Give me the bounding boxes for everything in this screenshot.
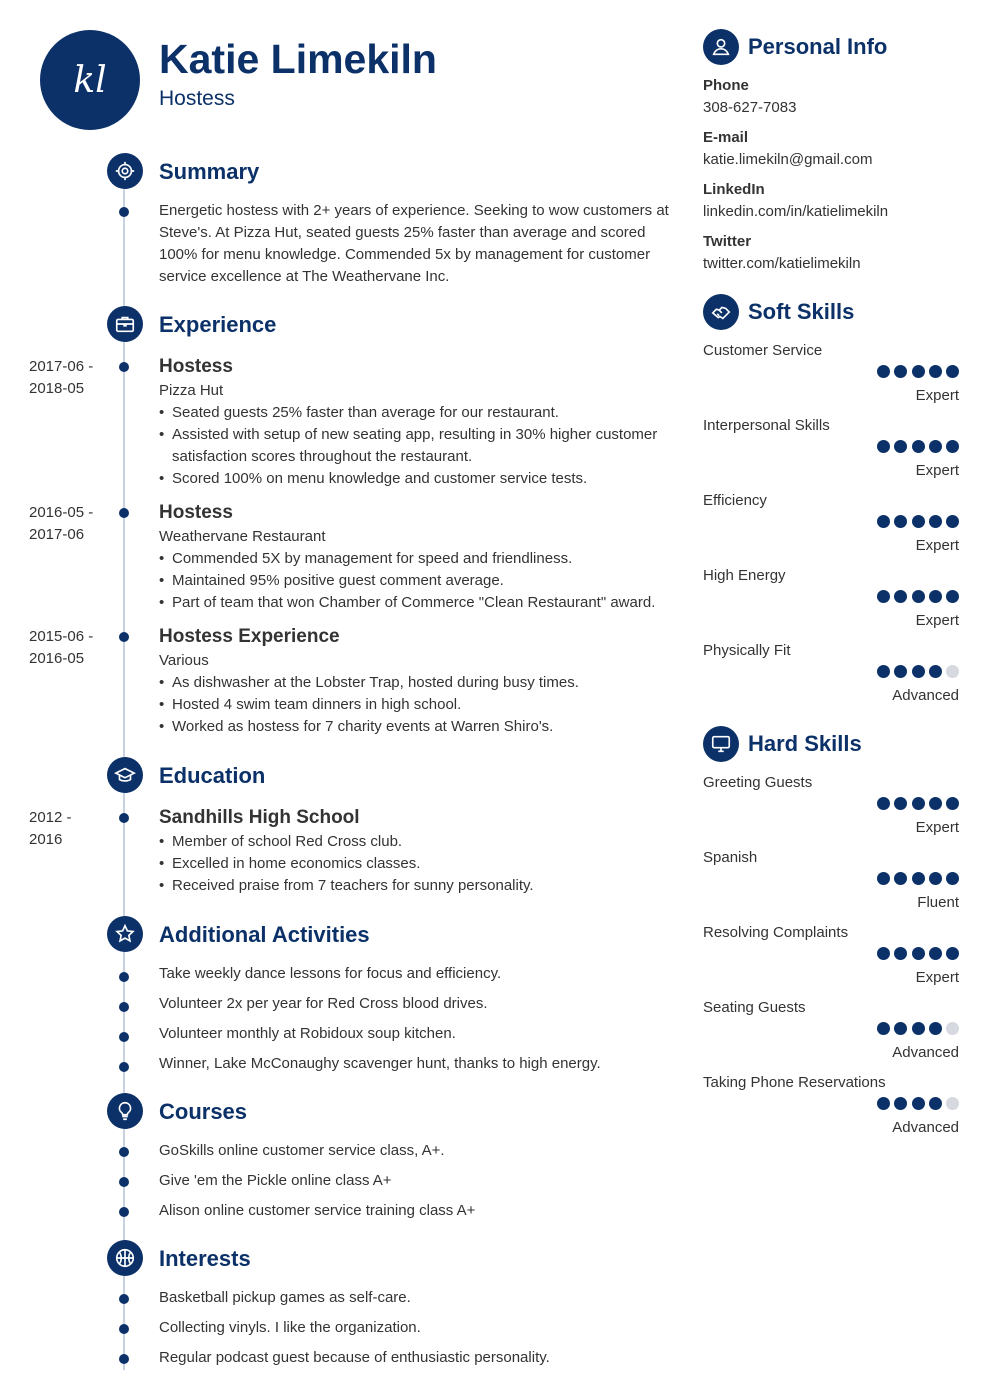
rating-dot-filled (946, 365, 959, 378)
rating-dot-filled (877, 440, 890, 453)
activities-heading: Additional Activities (159, 922, 370, 947)
timeline-dot (119, 1147, 129, 1157)
interest-item: Collecting vinyls. I like the organization. (159, 1319, 421, 1336)
personal-info-heading: Personal Info (748, 34, 888, 59)
activity-item: Volunteer monthly at Robidoux soup kitchen. (159, 1025, 456, 1042)
bullet-item: • Received praise from 7 teachers for sunny personality. (159, 875, 679, 897)
skill-rating (877, 1097, 959, 1111)
skill-rating (877, 590, 959, 604)
activity-item: Volunteer 2x per year for Red Cross blood drives. (159, 995, 488, 1012)
skill-name: Greeting Guests (703, 774, 813, 791)
rating-dot-filled (894, 665, 907, 678)
interests-heading: Interests (159, 1246, 251, 1271)
activity-item: Take weekly dance lessons for focus and efficiency. (159, 965, 502, 982)
handshake-icon (703, 294, 739, 330)
summary-heading: Summary (159, 159, 260, 184)
skill-level: Advanced (892, 1044, 959, 1061)
monogram-avatar (40, 30, 140, 130)
rating-dot-filled (877, 797, 890, 810)
phone-value: 308-627-7083 (703, 99, 797, 116)
rating-dot-filled (946, 947, 959, 960)
course-item: Alison online customer service training class A+ (159, 1202, 476, 1219)
timeline-dot (119, 972, 129, 982)
rating-dot-empty (946, 1022, 959, 1035)
rating-dot-filled (877, 365, 890, 378)
rating-dot-filled (929, 440, 942, 453)
hard-skills-heading: Hard Skills (748, 731, 862, 756)
course-item: Give 'em the Pickle online class A+ (159, 1172, 392, 1189)
job-entry (159, 625, 679, 738)
skill-rating (877, 515, 959, 529)
info-label-twitter: Twitter (703, 233, 752, 250)
skill-level: Advanced (892, 687, 959, 704)
rating-dot-filled (912, 1022, 925, 1035)
rating-dot-filled (894, 590, 907, 603)
rating-dot-filled (894, 797, 907, 810)
skill-level: Expert (915, 537, 959, 554)
skill-name: Spanish (703, 849, 758, 866)
linkedin-value: linkedin.com/in/katielimekiln (703, 203, 889, 220)
date-start: 2012 - (29, 809, 72, 826)
date-start: 2015-06 - (29, 628, 94, 645)
rating-dot-filled (894, 365, 907, 378)
course-item: GoSkills online customer service class, A+. (159, 1142, 445, 1159)
info-label-phone: Phone (703, 77, 749, 94)
rating-dot-filled (929, 947, 942, 960)
rating-dot-filled (894, 440, 907, 453)
rating-dot-filled (912, 515, 925, 528)
rating-dot-filled (929, 515, 942, 528)
bullet-item: • Excelled in home economics classes. (159, 853, 679, 875)
education-heading: Education (159, 763, 266, 788)
job-role: Hostess (159, 502, 233, 523)
job-org: Weathervane Restaurant (159, 528, 326, 545)
skill-name: Physically Fit (703, 642, 791, 659)
rating-dot-filled (929, 797, 942, 810)
skill-name: Interpersonal Skills (703, 417, 830, 434)
rating-dot-filled (912, 947, 925, 960)
skill-level: Expert (915, 462, 959, 479)
timeline-dot (119, 1177, 129, 1187)
skill-rating (877, 797, 959, 811)
rating-dot-filled (894, 1022, 907, 1035)
skill-rating (877, 440, 959, 454)
skill-name: High Energy (703, 567, 786, 584)
rating-dot-filled (929, 872, 942, 885)
rating-dot-filled (877, 590, 890, 603)
courses-heading: Courses (159, 1099, 248, 1124)
rating-dot-filled (946, 797, 959, 810)
skill-rating (877, 872, 959, 886)
timeline-dot (119, 1002, 129, 1012)
rating-dot-filled (912, 665, 925, 678)
rating-dot-filled (877, 1022, 890, 1035)
candidate-title: Hostess (159, 87, 235, 110)
rating-dot-filled (877, 1097, 890, 1110)
skill-rating (877, 947, 959, 961)
date-start: 2016-05 - (29, 504, 94, 521)
monogram-initials: kl (73, 59, 107, 101)
user-icon (703, 29, 739, 65)
interest-item: Regular podcast guest because of enthusiastic personality. (159, 1349, 550, 1366)
rating-dot-filled (894, 872, 907, 885)
bullet-item: • Assisted with setup of new seating app, resulting in 30% higher customer satisfaction scores throughout the restaurant. (159, 424, 679, 468)
candidate-name: Katie Limekiln (159, 36, 437, 82)
skill-level: Expert (915, 612, 959, 629)
info-label-email: E-mail (703, 129, 749, 146)
bullet-item: • Commended 5X by management for speed and friendliness. (159, 548, 679, 570)
timeline-dot (119, 1324, 129, 1334)
job-bullets (159, 402, 679, 490)
job-dates (29, 356, 109, 400)
timeline-dot (119, 1294, 129, 1304)
bullet-item: • Member of school Red Cross club. (159, 831, 679, 853)
skill-rating (877, 365, 959, 379)
skill-rating (877, 1022, 959, 1036)
rating-dot-empty (946, 1097, 959, 1110)
target-icon (107, 153, 143, 189)
email-value: katie.limekiln@gmail.com (703, 151, 873, 168)
bullet-item: • Worked as hostess for 7 charity events at Warren Shiro's. (159, 716, 679, 738)
skill-level: Advanced (892, 1119, 959, 1136)
date-end: 2018-05 (29, 380, 85, 397)
date-end: 2017-06 (29, 526, 85, 543)
experience-heading: Experience (159, 312, 277, 337)
date-end: 2016-05 (29, 650, 85, 667)
skill-level: Expert (915, 387, 959, 404)
rating-dot-filled (877, 872, 890, 885)
rating-dot-empty (946, 665, 959, 678)
timeline-dot (119, 632, 129, 642)
bullet-item: • Scored 100% on menu knowledge and customer service tests. (159, 468, 679, 490)
rating-dot-filled (894, 1097, 907, 1110)
bullet-item: • Seated guests 25% faster than average for our restaurant. (159, 402, 679, 424)
bullet-item: • Part of team that won Chamber of Commerce "Clean Restaurant" award. (159, 592, 679, 614)
rating-dot-filled (912, 1097, 925, 1110)
rating-dot-filled (929, 365, 942, 378)
education-bullets (159, 831, 679, 897)
skill-name: Resolving Complaints (703, 924, 849, 941)
job-org: Pizza Hut (159, 382, 224, 399)
job-bullets (159, 672, 679, 738)
job-bullets (159, 548, 679, 614)
summary-text: Energetic hostess with 2+ years of experience. Seeking to wow customers at Steve's. At Pizza Hut, seated guests 25% faster than average and scored 100% for menu knowledge. Commended 5x by management for customer service excellence at The Weathervane Inc. (159, 202, 669, 285)
skill-name: Customer Service (703, 342, 823, 359)
rating-dot-filled (877, 665, 890, 678)
job-role: Hostess (159, 356, 233, 377)
activity-item: Winner, Lake McConaughy scavenger hunt, thanks to high energy. (159, 1055, 601, 1072)
briefcase-icon (107, 306, 143, 342)
job-entry (159, 355, 679, 490)
rating-dot-filled (946, 590, 959, 603)
skill-level: Fluent (917, 894, 959, 911)
bullet-item: • Maintained 95% positive guest comment average. (159, 570, 679, 592)
skill-name: Taking Phone Reservations (703, 1074, 886, 1091)
graduation-cap-icon (107, 757, 143, 793)
timeline-dot (119, 508, 129, 518)
date-end: 2016 (29, 831, 63, 848)
soft-skills-heading: Soft Skills (748, 299, 855, 324)
rating-dot-filled (877, 515, 890, 528)
job-dates (29, 626, 109, 670)
skill-level: Expert (915, 819, 959, 836)
interest-item: Basketball pickup games as self-care. (159, 1289, 411, 1306)
bullet-item: • As dishwasher at the Lobster Trap, hosted during busy times. (159, 672, 679, 694)
job-role: Hostess Experience (159, 626, 340, 647)
timeline-dot (119, 1032, 129, 1042)
star-icon (107, 916, 143, 952)
timeline-dot (119, 1062, 129, 1072)
education-dates (29, 807, 109, 851)
rating-dot-filled (946, 515, 959, 528)
rating-dot-filled (912, 872, 925, 885)
skill-name: Efficiency (703, 492, 767, 509)
rating-dot-filled (929, 665, 942, 678)
timeline-dot (119, 362, 129, 372)
timeline-dot (119, 1207, 129, 1217)
rating-dot-filled (929, 1097, 942, 1110)
monitor-icon (703, 726, 739, 762)
timeline-dot (119, 813, 129, 823)
lightbulb-icon (107, 1093, 143, 1129)
rating-dot-filled (877, 947, 890, 960)
job-entry (159, 501, 679, 614)
rating-dot-filled (912, 440, 925, 453)
skill-rating (877, 665, 959, 679)
rating-dot-filled (946, 440, 959, 453)
job-org: Various (159, 652, 209, 669)
info-label-linkedin: LinkedIn (703, 181, 765, 198)
rating-dot-filled (946, 872, 959, 885)
basketball-icon (107, 1240, 143, 1276)
rating-dot-filled (912, 590, 925, 603)
education-entry (159, 806, 679, 897)
rating-dot-filled (929, 1022, 942, 1035)
rating-dot-filled (929, 590, 942, 603)
rating-dot-filled (894, 947, 907, 960)
timeline-dot (119, 207, 129, 217)
skill-level: Expert (915, 969, 959, 986)
rating-dot-filled (912, 797, 925, 810)
skill-name: Seating Guests (703, 999, 806, 1016)
rating-dot-filled (912, 365, 925, 378)
job-dates (29, 502, 109, 546)
date-start: 2017-06 - (29, 358, 94, 375)
school-name: Sandhills High School (159, 807, 360, 828)
rating-dot-filled (894, 515, 907, 528)
twitter-value: twitter.com/katielimekiln (703, 255, 861, 272)
bullet-item: • Hosted 4 swim team dinners in high school. (159, 694, 679, 716)
timeline-dot (119, 1354, 129, 1364)
